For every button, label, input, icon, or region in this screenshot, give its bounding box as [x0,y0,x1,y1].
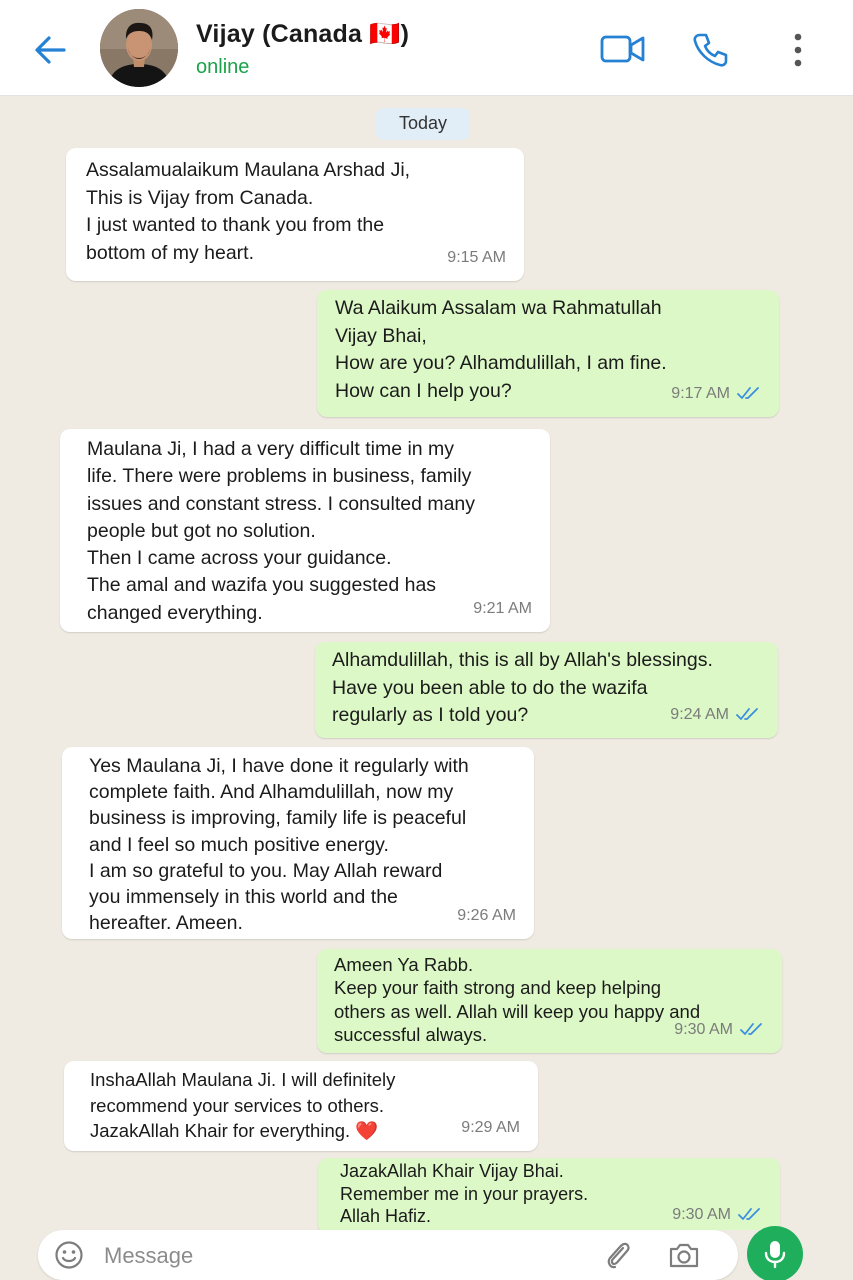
message-meta [457,902,516,930]
double-check-icon [736,707,760,721]
message-meta [461,1114,520,1142]
message-time: 9:17 AM [671,384,730,402]
more-vertical-icon[interactable] [788,32,808,68]
outgoing-message-bubble[interactable] [317,290,779,417]
double-check-icon [740,1022,764,1036]
message-text: Maulana Ji, I had a very difficult time in my life. There were problems in business, family issues and constant stress. I consulted many people but got no solution. Then I came across your guidance. The amal and wazifa you suggested has changed everything. [87,438,476,624]
message-time: 9:30 AM [674,1020,733,1038]
message-text [90,1067,395,1144]
microphone-button[interactable] [747,1226,803,1280]
message-text: Yes Maulana Ji, I have done it regularly with complete faith. And Alhamdulillah, now my business is improving, family life is peaceful and I feel so much positive energy. I am so grateful to you. May Allah reward you immensely in this world and the hereafter. Ameen. [89,755,469,935]
message-meta [670,701,760,729]
message-meta [672,1201,762,1229]
message-placeholder: Message [104,1243,194,1268]
back-arrow-icon[interactable] [30,30,70,70]
paperclip-icon[interactable] [602,1239,634,1271]
incoming-message-bubble[interactable] [66,148,524,281]
message-text: Assalamualaikum Maulana Arshad Ji, This is Vijay from Canada. I just wanted to thank you from the bottom of my heart. [86,159,411,264]
contact-name[interactable]: Vijay (Canada 🇨🇦) [196,20,410,48]
message-meta [671,380,761,408]
phone-icon[interactable] [692,32,728,68]
video-camera-icon[interactable] [600,32,646,66]
message-text: Alhamdulillah, this is all by Allah's blessings. Have you been able to do the wazifa regularly as I told you? [332,649,713,726]
camera-icon[interactable] [668,1240,700,1270]
contact-avatar[interactable] [100,9,178,87]
message-time: 9:29 AM [461,1118,520,1136]
message-meta [473,595,532,623]
outgoing-message-bubble[interactable] [318,1158,780,1230]
outgoing-message-bubble[interactable] [317,949,782,1053]
message-meta [674,1016,764,1044]
double-check-icon [738,1207,762,1221]
message-time: 9:15 AM [447,248,506,266]
message-time: 9:24 AM [670,705,729,723]
smiley-icon[interactable] [54,1240,84,1270]
microphone-icon [761,1239,789,1269]
outgoing-message-bubble[interactable] [315,642,778,738]
heart-emoji: ❤️ [355,1120,379,1141]
message-time: 9:21 AM [473,599,532,617]
chat-header [0,0,853,96]
incoming-message-bubble[interactable] [62,747,534,939]
message-text: Wa Alaikum Assalam wa Rahmatullah Vijay Bhai, How are you? Alhamdulillah, I am fine. How can I help you? [335,297,667,402]
double-check-icon [737,386,761,400]
incoming-message-bubble[interactable] [60,429,550,632]
message-list[interactable] [0,96,853,1230]
message-input[interactable] [38,1230,738,1280]
date-chip: Today [376,108,470,140]
online-status: online [196,56,250,78]
incoming-message-bubble[interactable] [64,1061,538,1151]
message-meta [447,244,506,272]
message-text: Ameen Ya Rabb. Keep your faith strong and keep helping others as well. Allah will keep you happy and successful always. [334,954,701,1045]
message-body: InshaAllah Maulana Ji. I will definitely recommend your services to others. JazakAllah Khair for everything. [90,1069,396,1141]
message-time: 9:26 AM [457,906,516,924]
message-text: JazakAllah Khair Vijay Bhai. Remember me in your prayers. Allah Hafiz. [340,1161,589,1226]
message-composer [0,1230,853,1280]
message-time: 9:30 AM [672,1205,731,1223]
